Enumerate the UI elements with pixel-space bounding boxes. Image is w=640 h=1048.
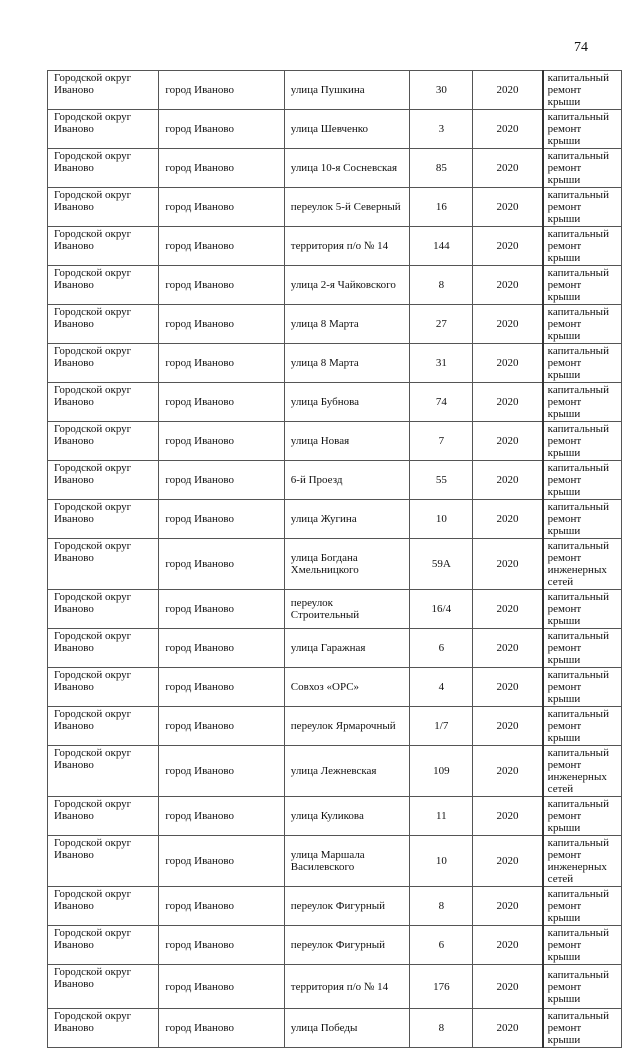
municipality-cell: Городской округ Иваново [48, 227, 159, 266]
house-number-cell: 6 [410, 629, 473, 668]
year-cell: 2020 [473, 227, 543, 266]
house-number-cell: 16 [410, 188, 473, 227]
settlement-cell: город Иваново [159, 926, 284, 965]
street-cell: улица 8 Марта [284, 344, 409, 383]
settlement-cell: город Иваново [159, 110, 284, 149]
municipality-cell: Городской округ Иваново [48, 926, 159, 965]
work-type-cell: капитальный ремонт крыши [543, 188, 622, 227]
year-cell: 2020 [473, 539, 543, 590]
municipality-cell: Городской округ Иваново [48, 305, 159, 344]
house-number-cell: 10 [410, 836, 473, 887]
street-cell: улица Победы [284, 1009, 409, 1048]
work-type-cell: капитальный ремонт крыши [543, 461, 622, 500]
settlement-cell: город Иваново [159, 887, 284, 926]
work-type-cell: капитальный ремонт крыши [543, 422, 622, 461]
municipality-cell: Городской округ Иваново [48, 461, 159, 500]
house-number-cell: 109 [410, 746, 473, 797]
settlement-cell: город Иваново [159, 707, 284, 746]
table-row [48, 746, 622, 797]
year-cell: 2020 [473, 887, 543, 926]
table-row [48, 227, 622, 266]
street-cell: улица Гаражная [284, 629, 409, 668]
house-number-cell: 176 [410, 965, 473, 1009]
settlement-cell: город Иваново [159, 500, 284, 539]
work-type-cell: капитальный ремонт крыши [543, 500, 622, 539]
house-number-cell: 55 [410, 461, 473, 500]
work-type-cell: капитальный ремонт крыши [543, 887, 622, 926]
street-cell: территория п/о № 14 [284, 965, 409, 1009]
table-row [48, 590, 622, 629]
settlement-cell: город Иваново [159, 836, 284, 887]
municipality-cell: Городской округ Иваново [48, 266, 159, 305]
house-number-cell: 59А [410, 539, 473, 590]
settlement-cell: город Иваново [159, 797, 284, 836]
work-type-cell: капитальный ремонт крыши [543, 344, 622, 383]
table-row [48, 836, 622, 887]
settlement-cell: город Иваново [159, 461, 284, 500]
settlement-cell: город Иваново [159, 383, 284, 422]
settlement-cell: город Иваново [159, 668, 284, 707]
table-row [48, 188, 622, 227]
street-cell: переулок Ярмарочный [284, 707, 409, 746]
year-cell: 2020 [473, 707, 543, 746]
municipality-cell: Городской округ Иваново [48, 887, 159, 926]
street-cell: улица 8 Марта [284, 305, 409, 344]
house-number-cell: 8 [410, 887, 473, 926]
work-type-cell: капитальный ремонт крыши [543, 71, 622, 110]
municipality-cell: Городской округ Иваново [48, 1009, 159, 1048]
table-row [48, 344, 622, 383]
settlement-cell: город Иваново [159, 1009, 284, 1048]
house-number-cell: 16/4 [410, 590, 473, 629]
table-row [48, 305, 622, 344]
year-cell: 2020 [473, 629, 543, 668]
settlement-cell: город Иваново [159, 227, 284, 266]
settlement-cell: город Иваново [159, 422, 284, 461]
street-cell: улица Жугина [284, 500, 409, 539]
municipality-cell: Городской округ Иваново [48, 383, 159, 422]
table-row [48, 461, 622, 500]
street-cell: переулок Фигурный [284, 887, 409, 926]
municipality-cell: Городской округ Иваново [48, 500, 159, 539]
municipality-cell: Городской округ Иваново [48, 539, 159, 590]
settlement-cell: город Иваново [159, 188, 284, 227]
work-type-cell: капитальный ремонт инженерных сетей [543, 836, 622, 887]
street-cell: переулок Фигурный [284, 926, 409, 965]
municipality-cell: Городской округ Иваново [48, 746, 159, 797]
settlement-cell: город Иваново [159, 746, 284, 797]
settlement-cell: город Иваново [159, 344, 284, 383]
year-cell: 2020 [473, 797, 543, 836]
settlement-cell: город Иваново [159, 539, 284, 590]
year-cell: 2020 [473, 1009, 543, 1048]
objects-table [47, 70, 622, 1048]
house-number-cell: 6 [410, 926, 473, 965]
municipality-cell: Городской округ Иваново [48, 110, 159, 149]
table-row [48, 926, 622, 965]
street-cell: территория п/о № 14 [284, 227, 409, 266]
settlement-cell: город Иваново [159, 305, 284, 344]
house-number-cell: 8 [410, 266, 473, 305]
year-cell: 2020 [473, 188, 543, 227]
house-number-cell: 10 [410, 500, 473, 539]
street-cell: улица Бубнова [284, 383, 409, 422]
street-cell: улица Пушкина [284, 71, 409, 110]
settlement-cell: город Иваново [159, 149, 284, 188]
house-number-cell: 8 [410, 1009, 473, 1048]
year-cell: 2020 [473, 926, 543, 965]
work-type-cell: капитальный ремонт крыши [543, 1009, 622, 1048]
work-type-cell: капитальный ремонт крыши [543, 965, 622, 1009]
house-number-cell: 74 [410, 383, 473, 422]
street-cell: Совхоз «ОРС» [284, 668, 409, 707]
municipality-cell: Городской округ Иваново [48, 836, 159, 887]
settlement-cell: город Иваново [159, 266, 284, 305]
settlement-cell: город Иваново [159, 71, 284, 110]
work-type-cell: капитальный ремонт крыши [543, 668, 622, 707]
work-type-cell: капитальный ремонт крыши [543, 305, 622, 344]
table-row [48, 266, 622, 305]
year-cell: 2020 [473, 305, 543, 344]
municipality-cell: Городской округ Иваново [48, 590, 159, 629]
table-row [48, 71, 622, 110]
year-cell: 2020 [473, 71, 543, 110]
table-row [48, 1009, 622, 1048]
street-cell: улица Маршала Василевского [284, 836, 409, 887]
municipality-cell: Городской округ Иваново [48, 344, 159, 383]
street-cell: улица 10-я Сосневская [284, 149, 409, 188]
house-number-cell: 31 [410, 344, 473, 383]
street-cell: улица 2-я Чайковского [284, 266, 409, 305]
municipality-cell: Городской округ Иваново [48, 71, 159, 110]
table-row [48, 668, 622, 707]
work-type-cell: капитальный ремонт крыши [543, 266, 622, 305]
table-row [48, 383, 622, 422]
page-number: 74 [574, 40, 588, 55]
work-type-cell: капитальный ремонт крыши [543, 383, 622, 422]
year-cell: 2020 [473, 110, 543, 149]
year-cell: 2020 [473, 590, 543, 629]
year-cell: 2020 [473, 461, 543, 500]
house-number-cell: 27 [410, 305, 473, 344]
year-cell: 2020 [473, 500, 543, 539]
year-cell: 2020 [473, 668, 543, 707]
municipality-cell: Городской округ Иваново [48, 797, 159, 836]
municipality-cell: Городской округ Иваново [48, 668, 159, 707]
street-cell: улица Лежневская [284, 746, 409, 797]
work-type-cell: капитальный ремонт крыши [543, 926, 622, 965]
year-cell: 2020 [473, 383, 543, 422]
year-cell: 2020 [473, 965, 543, 1009]
street-cell: улица Богдана Хмельницкого [284, 539, 409, 590]
table-row [48, 707, 622, 746]
year-cell: 2020 [473, 149, 543, 188]
work-type-cell: капитальный ремонт крыши [543, 110, 622, 149]
table-row [48, 110, 622, 149]
year-cell: 2020 [473, 836, 543, 887]
table-row [48, 539, 622, 590]
street-cell: улица Шевченко [284, 110, 409, 149]
street-cell: переулок Строительный [284, 590, 409, 629]
work-type-cell: капитальный ремонт крыши [543, 797, 622, 836]
work-type-cell: капитальный ремонт крыши [543, 629, 622, 668]
year-cell: 2020 [473, 344, 543, 383]
table-row [48, 797, 622, 836]
house-number-cell: 7 [410, 422, 473, 461]
municipality-cell: Городской округ Иваново [48, 965, 159, 1009]
house-number-cell: 30 [410, 71, 473, 110]
municipality-cell: Городской округ Иваново [48, 188, 159, 227]
street-cell: улица Новая [284, 422, 409, 461]
work-type-cell: капитальный ремонт крыши [543, 149, 622, 188]
settlement-cell: город Иваново [159, 629, 284, 668]
house-number-cell: 1/7 [410, 707, 473, 746]
work-type-cell: капитальный ремонт крыши [543, 590, 622, 629]
street-cell: переулок 5-й Северный [284, 188, 409, 227]
work-type-cell: капитальный ремонт инженерных сетей [543, 746, 622, 797]
settlement-cell: город Иваново [159, 590, 284, 629]
municipality-cell: Городской округ Иваново [48, 149, 159, 188]
year-cell: 2020 [473, 266, 543, 305]
house-number-cell: 85 [410, 149, 473, 188]
table-row [48, 965, 622, 1009]
municipality-cell: Городской округ Иваново [48, 422, 159, 461]
house-number-cell: 4 [410, 668, 473, 707]
table-row [48, 500, 622, 539]
municipality-cell: Городской округ Иваново [48, 629, 159, 668]
table-row [48, 887, 622, 926]
work-type-cell: капитальный ремонт крыши [543, 227, 622, 266]
house-number-cell: 3 [410, 110, 473, 149]
house-number-cell: 144 [410, 227, 473, 266]
work-type-cell: капитальный ремонт крыши [543, 707, 622, 746]
table-row [48, 422, 622, 461]
table-row [48, 149, 622, 188]
year-cell: 2020 [473, 422, 543, 461]
municipality-cell: Городской округ Иваново [48, 707, 159, 746]
year-cell: 2020 [473, 746, 543, 797]
table-row [48, 629, 622, 668]
settlement-cell: город Иваново [159, 965, 284, 1009]
work-type-cell: капитальный ремонт инженерных сетей [543, 539, 622, 590]
street-cell: улица Куликова [284, 797, 409, 836]
street-cell: 6-й Проезд [284, 461, 409, 500]
house-number-cell: 11 [410, 797, 473, 836]
